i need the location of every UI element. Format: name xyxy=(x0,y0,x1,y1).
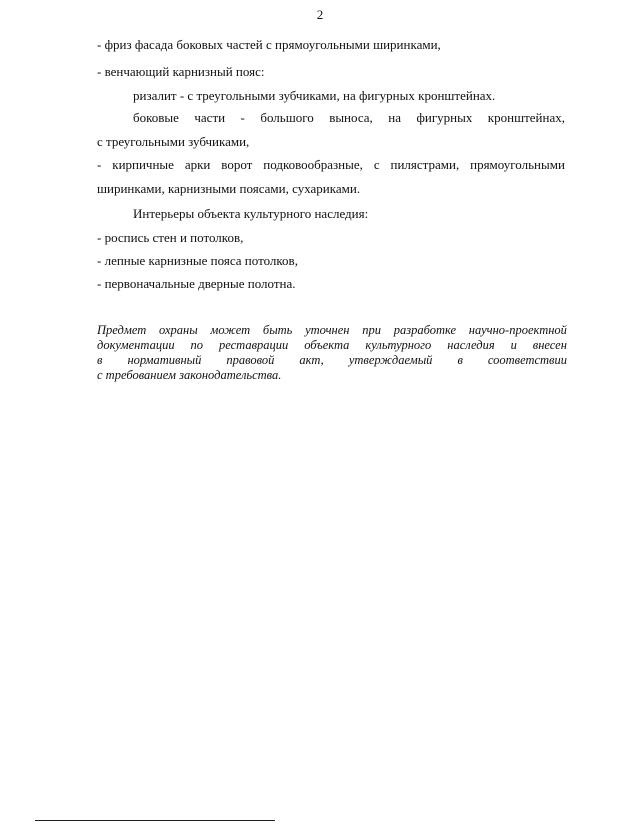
word: охраны xyxy=(158,323,198,337)
word: прямоугольными xyxy=(470,157,565,172)
text-line-brick-arches xyxy=(97,157,565,173)
text-line-stucco-cornices: - лепные карнизные пояса потолков, xyxy=(97,253,298,268)
text-line-triangular-dentils: с треугольными зубчиками, xyxy=(97,134,250,149)
word: наследия xyxy=(447,338,495,352)
word: разработке xyxy=(393,323,457,337)
text-line-side-parts xyxy=(133,110,565,126)
word: и xyxy=(510,338,517,352)
word: фигурных xyxy=(416,110,473,125)
word: кирпичные xyxy=(112,157,174,172)
word: правовой xyxy=(226,353,275,367)
text-line-panels-cornices: ширинками, карнизными поясами, сухариками. xyxy=(97,181,361,196)
word: части xyxy=(194,110,226,125)
text-line-frieze: - фриз фасада боковых частей с прямоугольными ширинками, xyxy=(97,37,441,52)
text-line-interiors-heading: Интерьеры объекта культурного наследия: xyxy=(133,206,369,221)
word: кронштейнах, xyxy=(487,110,565,125)
text-line-wall-painting: - роспись стен и потолков, xyxy=(97,230,244,245)
word: арки xyxy=(184,157,211,172)
word: внесен xyxy=(532,338,567,352)
note-line-2 xyxy=(97,338,567,353)
word: при xyxy=(362,323,381,337)
word: с xyxy=(373,157,380,172)
text-line-risalit: ризалит - с треугольными зубчиками, на фигурных кронштейнах. xyxy=(133,88,496,103)
word: по xyxy=(190,338,204,352)
word: боковые xyxy=(133,110,179,125)
word: культурного xyxy=(365,338,432,352)
word: - xyxy=(97,157,102,172)
word: уточнен xyxy=(305,323,350,337)
word: реставрации xyxy=(218,338,289,352)
note-line-4: с требованием законодательства. xyxy=(97,368,282,382)
word: выноса, xyxy=(329,110,373,125)
word: нормативный xyxy=(127,353,202,367)
word: на xyxy=(388,110,401,125)
text-line-original-doors: - первоначальные дверные полотна. xyxy=(97,276,296,291)
word: документации xyxy=(97,338,175,352)
word: в xyxy=(97,353,103,367)
word: - xyxy=(240,110,245,125)
word: может xyxy=(210,323,251,337)
word: научно-проектной xyxy=(468,323,567,337)
word: большого xyxy=(260,110,314,125)
word: соответствии xyxy=(487,353,567,367)
word: в xyxy=(457,353,463,367)
text-line-cornice-belt: - венчающий карнизный пояс: xyxy=(97,64,265,79)
note-line-3 xyxy=(97,353,567,368)
word: Предмет xyxy=(97,323,147,337)
note-line-1 xyxy=(97,323,567,338)
word: подковообразные, xyxy=(263,157,363,172)
word: ворот xyxy=(221,157,253,172)
word: быть xyxy=(262,323,293,337)
word: пилястрами, xyxy=(390,157,460,172)
page-number: 2 xyxy=(316,7,324,22)
protection-subject-note xyxy=(97,323,567,393)
bottom-divider xyxy=(35,820,275,821)
word: акт, xyxy=(299,353,324,367)
word: утверждаемый xyxy=(348,353,433,367)
word: объекта xyxy=(304,338,350,352)
